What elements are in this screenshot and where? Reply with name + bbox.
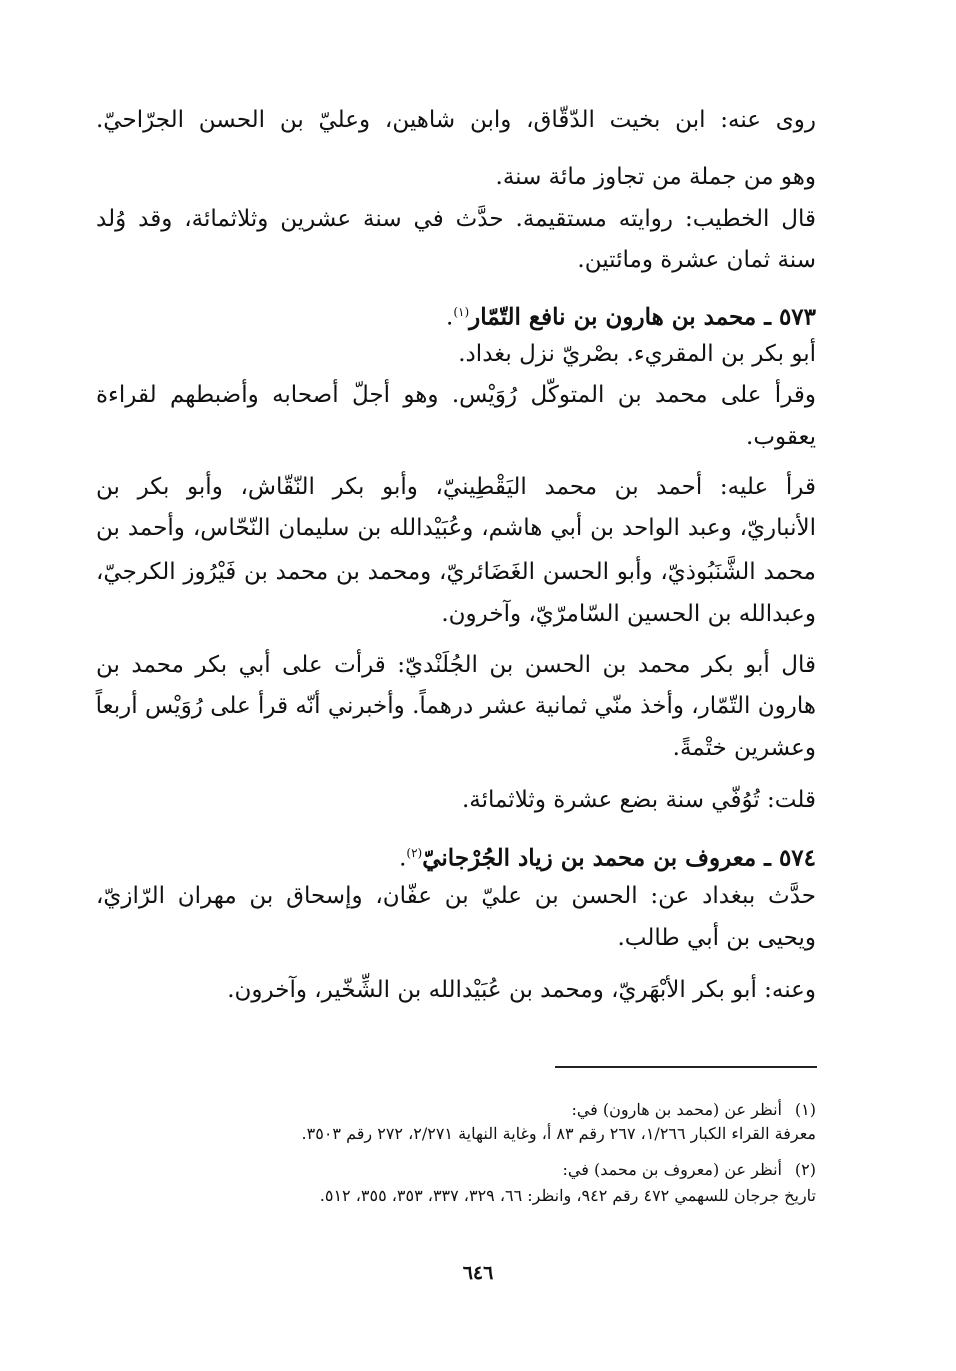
footnote-2-text: تاريخ جرجان للسهمي ٤٧٢ رقم ٩٤٢، وانظر: ٦٦، ٣٢٩، ٣٣٧، ٣٥٣، ٣٥٥، ٥١٢. — [319, 1186, 816, 1205]
body-line: وعشرين ختْمةً. — [672, 735, 816, 761]
body-line: وقرأ على محمد بن المتوكّل رُوَيْس. وهو أجلّ أصحابه وأضبطهم لقراءة — [96, 382, 816, 408]
page-number: ٦٤٦ — [462, 1262, 494, 1284]
body-line: قال أبو بكر محمد بن الحسن بن الجُلَنْديّ: قرأت على أبي بكر محمد بن — [96, 652, 816, 678]
footnote-2-title: (٢)أنظر عن (معروف بن محمد) في: — [562, 1160, 816, 1179]
body-line: أبو بكر بن المقريء. بصْريّ نزل بغداد. — [458, 341, 816, 367]
footnote-1-text: معرفة القراء الكبار ١/٢٦٦، ٢٦٧ رقم ٨٣ أ، وغاية النهاية ٢/٢٧١، ٢٧٢ رقم ٣٥٠٣. — [301, 1124, 816, 1143]
body-line: قلت: تُوُفّي سنة بضع عشرة وثلاثمائة. — [461, 787, 816, 813]
footnote-separator — [555, 1066, 817, 1068]
body-line: سنة ثمان عشرة ومائتين. — [577, 247, 816, 273]
entry-heading-573: ٥٧٣ ـ محمد بن هارون بن نافع التّمّار$^{(١)}$. — [446, 303, 816, 331]
body-line: الأنباريّ، وعبد الواحد بن أبي هاشم، وعُبَيْدالله بن سليمان النّحّاس، وأحمد بن — [96, 515, 816, 541]
body-line: حدَّث ببغداد عن: الحسن بن عليّ بن عفّان، وإسحاق بن مهران الرّازيّ، — [96, 883, 816, 909]
footnote-ref-1: (١) — [453, 305, 470, 319]
body-line: روى عنه: ابن بخيت الدّقّاق، وابن شاهين، وعليّ بن الحسن الجرّاحيّ. — [96, 107, 816, 133]
footnote-ref-2: (٢) — [406, 846, 423, 860]
body-line: وعنه: أبو بكر الأبْهَريّ، ومحمد بن عُبَيْدالله بن الشِّخّير، وآخرون. — [227, 977, 816, 1003]
body-line: ويحيى بن أبي طالب. — [617, 925, 816, 951]
body-line: قال الخطيب: روايته مستقيمة. حدَّث في سنة عشرين وثلاثمائة، وقد وُلد — [96, 206, 816, 232]
footnote-1-title: (١)أنظر عن (محمد بن هارون) في: — [571, 1100, 816, 1119]
entry-heading-574: ٥٧٤ ـ معروف بن محمد بن زياد الجُرْجانيّ$^{(٢)}$. — [399, 844, 816, 872]
body-line: يعقوب. — [746, 424, 816, 450]
body-line: هارون التّمّار، وأخذ منّي ثمانية عشر درهماً. وأخبرني أنّه قرأ على رُوَيْس أربعاً — [95, 693, 816, 719]
body-line: قرأ عليه: أحمد بن محمد اليَقْطِينيّ، وأبو بكر النّقّاش، وأبو بكر بن — [96, 474, 816, 500]
body-line: محمد الشَّنَبُوذيّ، وأبو الحسن الغَضَائريّ، ومحمد بن محمد بن فَيْرُوز الكرجيّ، — [96, 559, 816, 585]
body-line: وهو من جملة من تجاوز مائة سنة. — [495, 164, 816, 190]
body-line: وعبدالله بن الحسين السّامرّيّ، وآخرون. — [441, 601, 816, 627]
